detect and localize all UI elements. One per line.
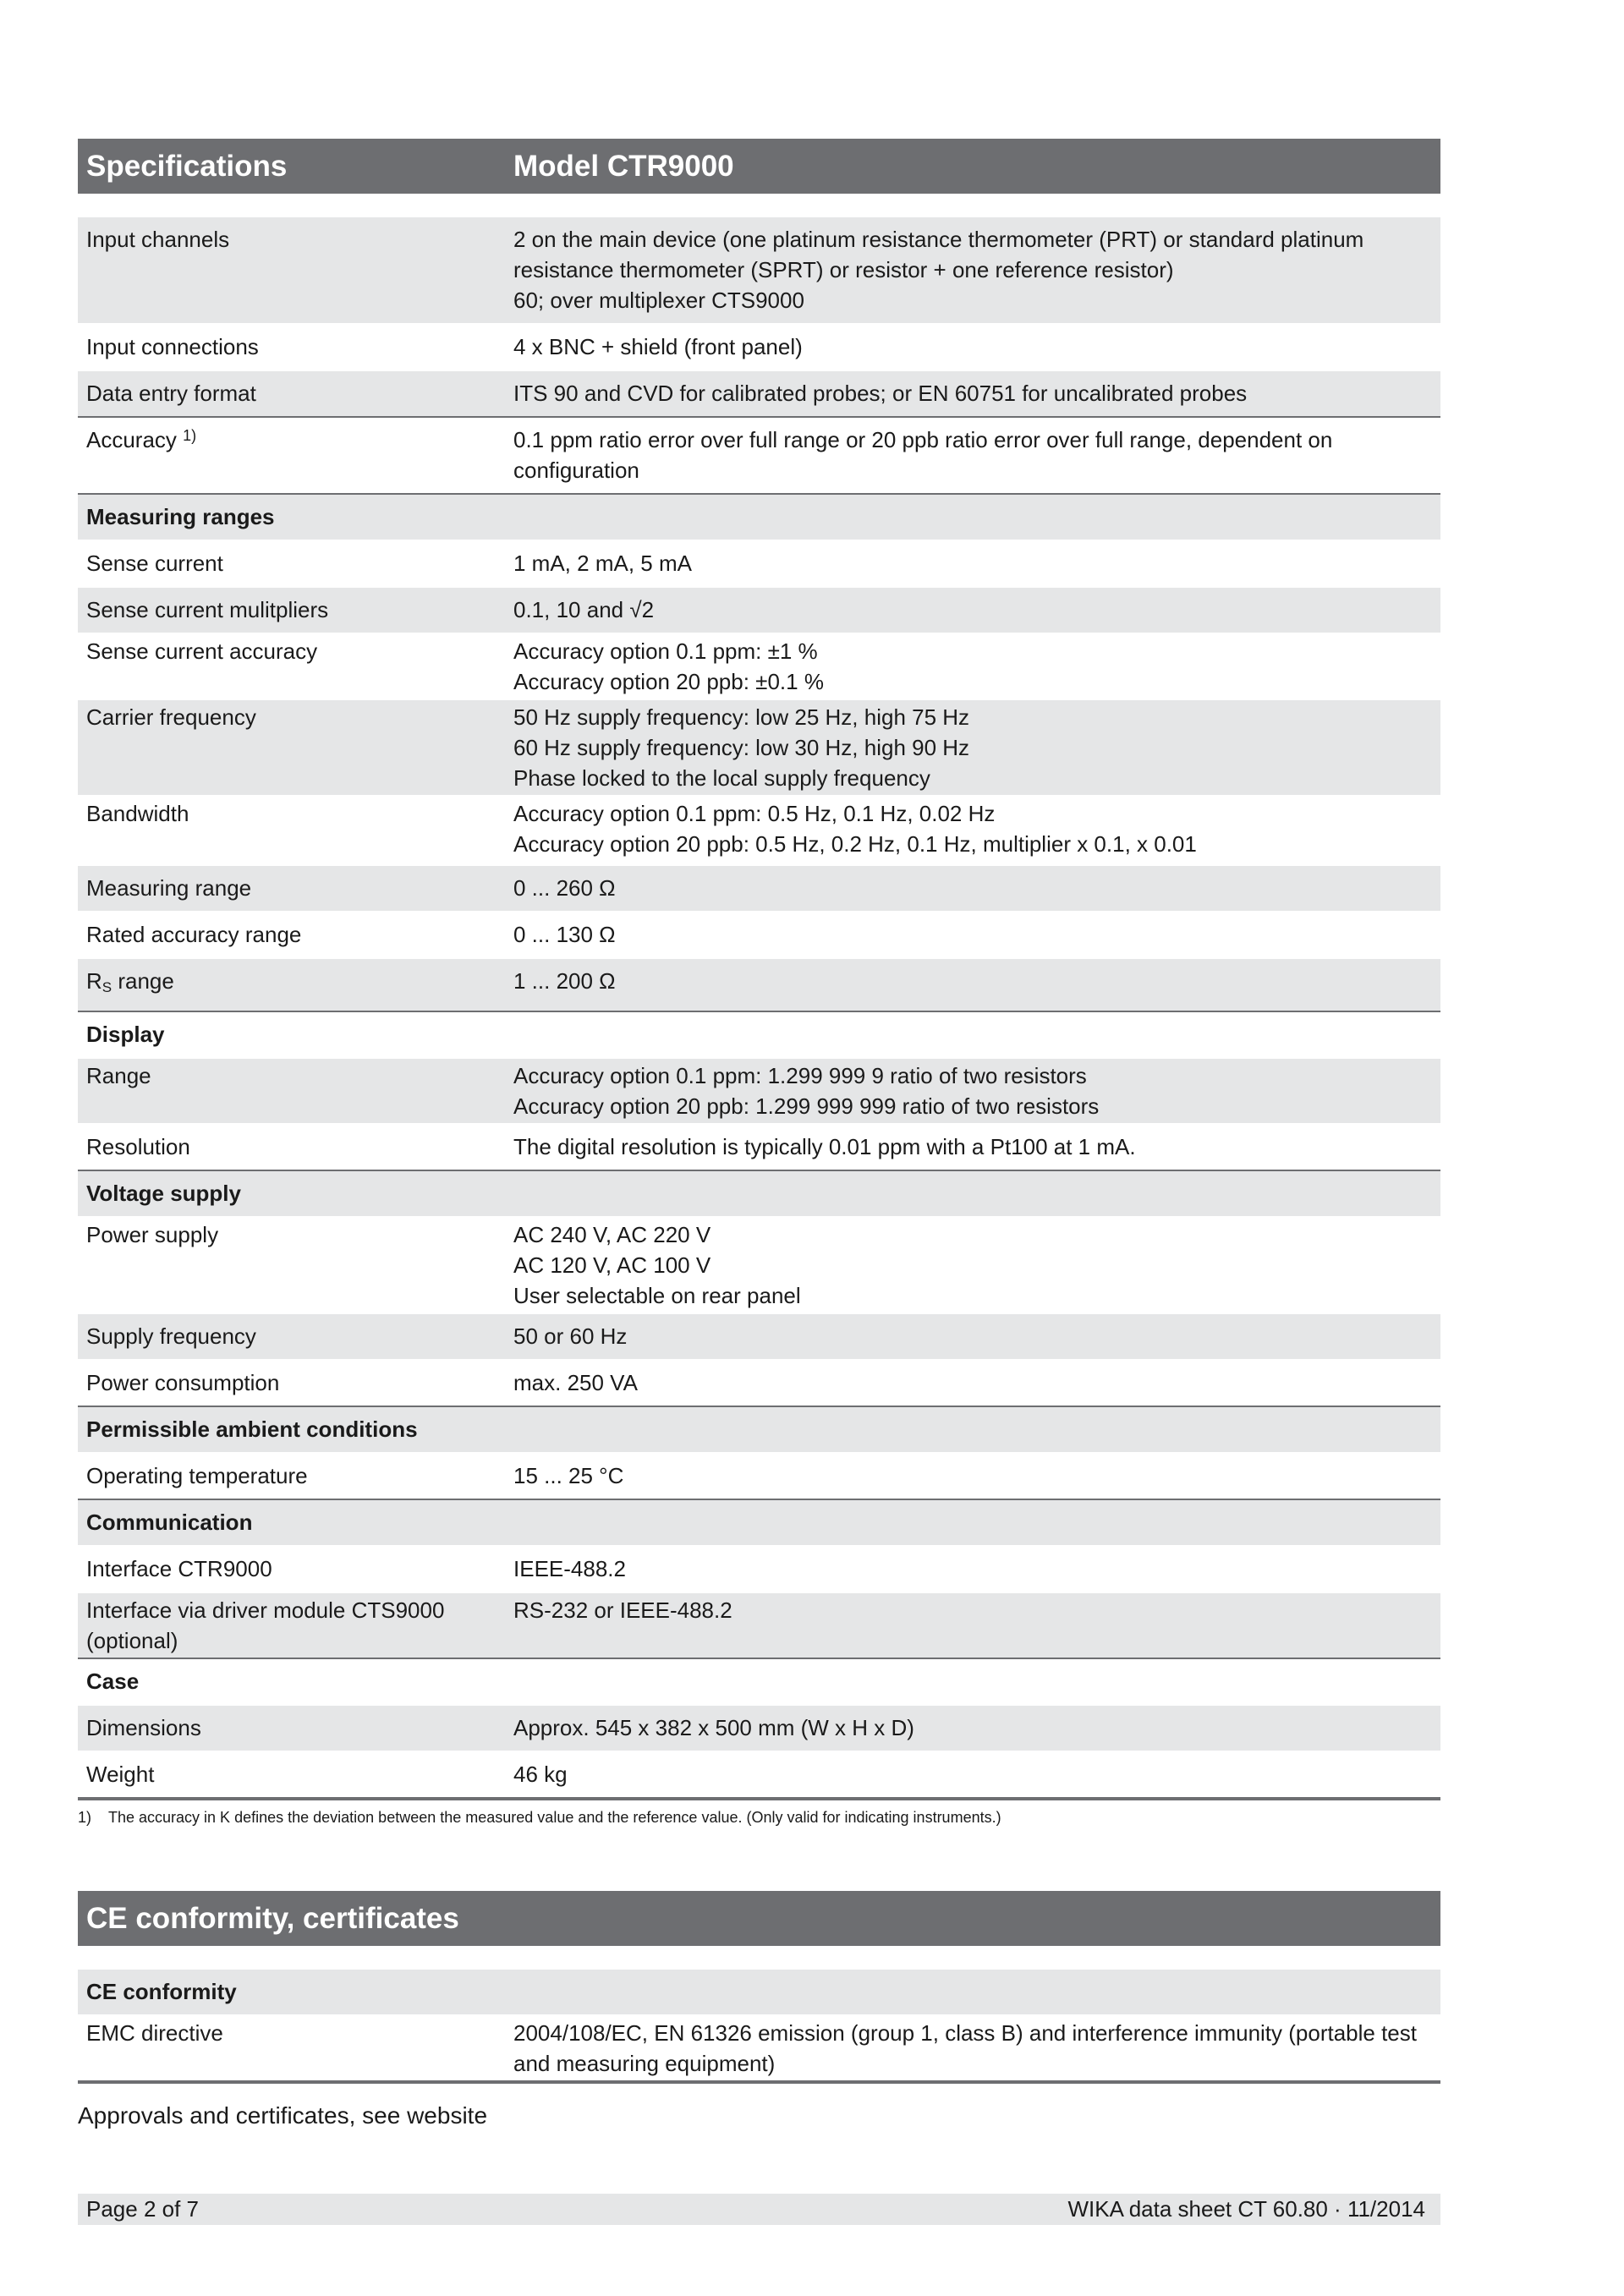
spec-value: 46 kg: [505, 1751, 1440, 1799]
section-title: Voltage supply: [78, 1170, 1440, 1217]
spec-label: Supply frequency: [78, 1313, 505, 1360]
accuracy-footnote: [78, 1809, 1440, 1827]
spec-row-rs-range: [78, 958, 1440, 1011]
spec-label: Input channels: [78, 216, 505, 324]
spec-row-input-connections: [78, 324, 1440, 370]
section-measuring-ranges: [78, 494, 1440, 540]
spec-label: Sense current mulitpliers: [78, 587, 505, 633]
spec-value: Accuracy option 0.1 ppm: 1.299 999 9 ratio of two resistors Accuracy option 20 ppb: 1.299 999 999 ratio of two resistors: [505, 1058, 1440, 1124]
section-title: Case: [78, 1658, 1440, 1705]
specifications-title: Specifications: [78, 139, 505, 194]
specifications-table: [78, 139, 1440, 1800]
spec-value: 15 ... 25 °C: [505, 1453, 1440, 1499]
section-title: Measuring ranges: [78, 494, 1440, 540]
spec-label: [78, 417, 505, 494]
spec-label: Sense current: [78, 540, 505, 587]
approvals-note: Approvals and certificates, see website: [78, 2102, 488, 2129]
spec-row-bandwidth: [78, 796, 1440, 865]
spec-value: 4 x BNC + shield (front panel): [505, 324, 1440, 370]
spec-value: max. 250 VA: [505, 1360, 1440, 1406]
spec-label: Sense current accuracy: [78, 633, 505, 699]
spec-row-range: [78, 1058, 1440, 1124]
footnote-text: The accuracy in K defines the deviation between the measured value and the reference value. (Only valid for indicating instruments.): [108, 1809, 1001, 1826]
accuracy-footnote-mark: 1): [183, 427, 197, 444]
section-case: [78, 1658, 1440, 1705]
rs-symbol: R: [86, 968, 102, 994]
section-title: Permissible ambient conditions: [78, 1406, 1440, 1453]
spec-value: 2004/108/EC, EN 61326 emission (group 1, class B) and interference immunity (portable test and measuring equipment): [505, 2015, 1440, 2082]
ce-header: [78, 1891, 1440, 1946]
page-footer: [78, 2194, 1440, 2225]
spec-row-input-channels: [78, 216, 1440, 324]
spec-label: EMC directive: [78, 2015, 505, 2082]
spec-label: Measuring range: [78, 865, 505, 912]
spec-row-sense-current: [78, 540, 1440, 587]
section-title: CE conformity: [78, 1969, 1440, 2015]
ce-conformity-table: [78, 1891, 1440, 2084]
spec-label: Dimensions: [78, 1705, 505, 1751]
spec-label: Power supply: [78, 1217, 505, 1313]
rs-subscript: S: [102, 979, 112, 995]
spec-label: Resolution: [78, 1124, 505, 1170]
section-title: Communication: [78, 1499, 1440, 1546]
spec-value: Approx. 545 x 382 x 500 mm (W x H x D): [505, 1705, 1440, 1751]
ce-title: CE conformity, certificates: [78, 1891, 1440, 1946]
section-ce-conformity: [78, 1969, 1440, 2015]
spec-value: 50 Hz supply frequency: low 25 Hz, high 75 Hz 60 Hz supply frequency: low 30 Hz, high 90 Hz Phase locked to the local supply frequency: [505, 699, 1440, 796]
page-content: [78, 139, 1440, 2129]
spec-value: Accuracy option 0.1 ppm: 0.5 Hz, 0.1 Hz, 0.02 Hz Accuracy option 20 ppb: 0.5 Hz, 0.2 Hz, 0.1 Hz, multiplier x 0.1, x 0.01: [505, 796, 1440, 865]
spec-value: Accuracy option 0.1 ppm: ±1 % Accuracy option 20 ppb: ±0.1 %: [505, 633, 1440, 699]
spec-label: Interface via driver module CTS9000 (optional): [78, 1592, 505, 1658]
spec-label: Rated accuracy range: [78, 912, 505, 958]
spec-value: 1 ... 200 Ω: [505, 958, 1440, 1011]
spec-row-dimensions: [78, 1705, 1440, 1751]
spec-value: 50 or 60 Hz: [505, 1313, 1440, 1360]
spec-row-interface: [78, 1546, 1440, 1592]
rs-label-rest: range: [112, 968, 174, 994]
spec-value: 0 ... 130 Ω: [505, 912, 1440, 958]
page-number: Page 2 of 7: [86, 2196, 199, 2222]
spec-row-power-consumption: [78, 1360, 1440, 1406]
specifications-header: [78, 139, 1440, 194]
spec-value: 0 ... 260 Ω: [505, 865, 1440, 912]
spec-label: Data entry format: [78, 370, 505, 417]
model-title: Model CTR9000: [505, 139, 1440, 194]
section-display: [78, 1011, 1440, 1058]
spec-value: ITS 90 and CVD for calibrated probes; or EN 60751 for uncalibrated probes: [505, 370, 1440, 417]
spec-row-operating-temperature: [78, 1453, 1440, 1499]
section-ambient-conditions: [78, 1406, 1440, 1453]
spec-row-carrier-frequency: [78, 699, 1440, 796]
spec-value: 2 on the main device (one platinum resistance thermometer (PRT) or standard platinum resistance thermometer (SPRT) or resistor + one reference resistor) 60; over multiplexer CTS9000: [505, 216, 1440, 324]
spec-label: Interface CTR9000: [78, 1546, 505, 1592]
spec-row-accuracy: [78, 417, 1440, 494]
spec-row-weight: [78, 1751, 1440, 1799]
accuracy-label: Accuracy: [86, 427, 177, 452]
data-sheet-reference: WIKA data sheet CT 60.80 · 11/2014: [1067, 2196, 1425, 2222]
spec-row-interface-driver: [78, 1592, 1440, 1658]
spec-label: Weight: [78, 1751, 505, 1799]
spec-row-supply-frequency: [78, 1313, 1440, 1360]
section-voltage-supply: [78, 1170, 1440, 1217]
spec-label: Operating temperature: [78, 1453, 505, 1499]
section-title: Display: [78, 1011, 1440, 1058]
spec-value: 1 mA, 2 mA, 5 mA: [505, 540, 1440, 587]
spec-row-power-supply: [78, 1217, 1440, 1313]
spec-value: 0.1, 10 and √2: [505, 587, 1440, 633]
spec-row-resolution: [78, 1124, 1440, 1170]
spec-value: AC 240 V, AC 220 V AC 120 V, AC 100 V User selectable on rear panel: [505, 1217, 1440, 1313]
spec-value: RS-232 or IEEE-488.2: [505, 1592, 1440, 1658]
spec-label: Carrier frequency: [78, 699, 505, 796]
spec-label: Input connections: [78, 324, 505, 370]
spec-value: The digital resolution is typically 0.01 ppm with a Pt100 at 1 mA.: [505, 1124, 1440, 1170]
spec-row-sense-multipliers: [78, 587, 1440, 633]
spec-value: 0.1 ppm ratio error over full range or 20 ppb ratio error over full range, dependent on configuration: [505, 417, 1440, 494]
spec-row-measuring-range: [78, 865, 1440, 912]
footnote-mark: 1): [78, 1809, 92, 1826]
spec-label: Range: [78, 1058, 505, 1124]
section-communication: [78, 1499, 1440, 1546]
spec-label: [78, 958, 505, 1011]
spec-row-emc-directive: [78, 2015, 1440, 2082]
spec-row-data-entry: [78, 370, 1440, 417]
spec-label: Bandwidth: [78, 796, 505, 865]
spec-row-sense-accuracy: [78, 633, 1440, 699]
spec-value: IEEE-488.2: [505, 1546, 1440, 1592]
spec-row-rated-accuracy: [78, 912, 1440, 958]
spec-label: Power consumption: [78, 1360, 505, 1406]
